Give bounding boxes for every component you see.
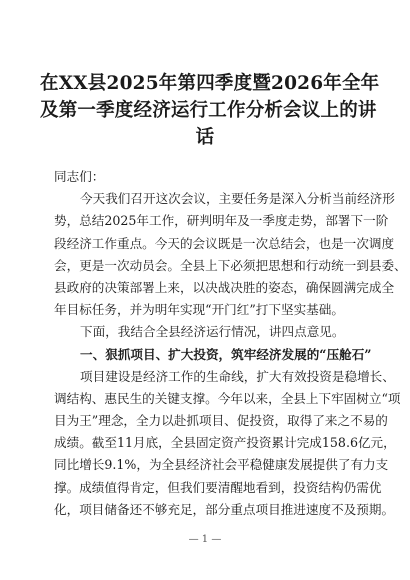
document-title: [40, 70, 380, 151]
paragraph-line: 势，总结2025年工作，研判明年及一季度走势，部署下一阶: [54, 213, 389, 229]
paragraph-line: 年目标任务，并为明年实现“开门红”打下坚实基础。: [54, 302, 344, 318]
paragraph-line: 县政府的决策部署上来，以决战决胜的姿态，确保圆满完成全: [54, 279, 395, 295]
page-number: — 1 —: [188, 534, 222, 545]
paragraph-line: 下面，我结合全县经济运行情况，讲四点意见。: [80, 324, 345, 340]
title-line: 及第一季度经济运行工作分析会议上的讲: [40, 100, 377, 121]
paragraph-line: 会，更是一次动员会。全县上下必须把思想和行动统一到县委、: [54, 257, 407, 273]
paragraph-line: 化，项目储备还不够充足，部分重点项目推进速度不及预期。: [54, 501, 395, 517]
paragraph-line: 今天我们召开这次会议，主要任务是深入分析当前经济形: [80, 191, 395, 207]
title-line: 在XX县2025年第四季度暨2026年全年: [40, 73, 380, 94]
paragraph-line: 撑。成绩值得肯定，但我们要清醒地看到，投资结构仍需优: [54, 479, 382, 495]
section-heading: 一、狠抓项目、扩大投资，筑牢经济发展的“压舱石”: [80, 346, 372, 362]
paragraph-line: 项目建设是经济工作的生命线，扩大有效投资是稳增长、: [80, 368, 395, 384]
paragraph-line: 同比增长9.1%，为全县经济社会平稳健康发展提供了有力支: [54, 457, 389, 473]
salutation: 同志们：: [54, 169, 105, 184]
paragraph-line: 成绩。截至11月底，全县固定资产投资累计完成158.6亿元，: [54, 435, 396, 451]
paragraph-line: 目为王”理念，全力以赴抓项目、促投资，取得了来之不易的: [54, 413, 388, 429]
document-body: [54, 166, 407, 521]
paragraph-line: 调结构、惠民生的关键支撑。今年以来，全县上下牢固树立“项: [54, 390, 401, 406]
title-line: 话: [195, 127, 215, 148]
paragraph-line: 段经济工作重点。今天的会议既是一次总结会，也是一次调度: [54, 235, 395, 251]
